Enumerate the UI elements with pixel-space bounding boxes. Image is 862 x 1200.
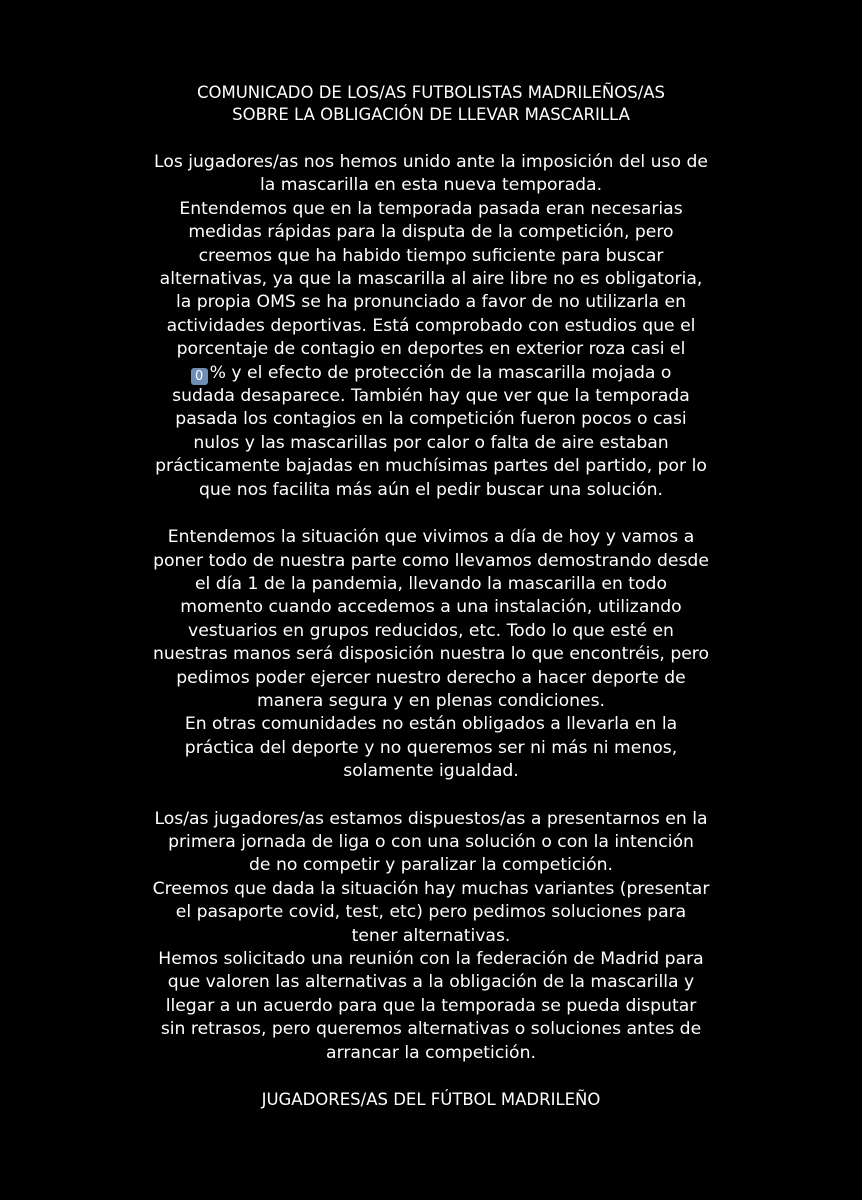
text-line: nulos y las mascarillas por calor o falta de aire estaban — [193, 432, 669, 453]
text-line: creemos que ha habido tiempo suficiente para buscar — [198, 245, 664, 266]
text-line: la mascarilla en esta nueva temporada. — [259, 175, 603, 196]
text-line: Creemos que dada la situación hay muchas variantes (presentar — [152, 878, 710, 899]
signature: JUGADORES/AS DEL FÚTBOL MADRILEÑO — [261, 1090, 601, 1110]
statement-title — [0, 82, 862, 126]
text-line: poner todo de nuestra parte como llevamos demostrando desde — [153, 550, 709, 571]
text-line: solamente igualdad. — [343, 761, 519, 782]
text-line: porcentaje de contagio en deportes en exterior roza casi el — [176, 339, 686, 360]
text-line: Los/as jugadores/as estamos dispuestos/as a presentarnos en la — [154, 808, 708, 829]
text-line: que valoren las alternativas a la obligación de la mascarilla y — [167, 972, 695, 993]
text-line: medidas rápidas para la disputa de la competición, pero — [188, 222, 674, 243]
text-line: alternativas, ya que la mascarilla al aire libre no es obligatoria, — [159, 269, 703, 290]
text-line: que nos facilita más aún el pedir buscar una solución. — [198, 479, 664, 500]
text-line: tener alternativas. — [351, 925, 511, 946]
text-line: sudada desaparece. También hay que ver que la temporada — [172, 386, 690, 407]
text-line: Hemos solicitado una reunión con la federación de Madrid para — [158, 949, 704, 969]
text-line: práctica del deporte y no queremos ser ni más ni menos, — [184, 737, 678, 758]
text-line: sin retrasos, pero queremos alternativas o soluciones antes de — [160, 1019, 702, 1040]
title-line: COMUNICADO DE LOS/AS FUTBOLISTAS MADRILEÑOS/AS — [196, 83, 666, 102]
text-line: Los jugadores/as nos hemos unido ante la imposición del uso de — [154, 152, 708, 172]
text-line: En otras comunidades no están obligados a llevarla en la — [184, 714, 678, 735]
text-line: la propia OMS se ha pronunciado a favor de no utilizarla en — [175, 292, 687, 313]
text-line: momento cuando accedemos a una instalación, utilizando — [180, 597, 682, 618]
text-line: nuestras manos será disposición nuestra lo que encontréis, pero — [152, 644, 710, 665]
paragraph-mask-imposition — [0, 151, 862, 502]
text-line: pedimos poder ejercer nuestro derecho a hacer deporte de — [176, 667, 686, 688]
title-line: SOBRE LA OBLIGACIÓN DE LLEVAR MASCARILLA — [232, 105, 630, 124]
text-line: arrancar la competición. — [326, 1042, 536, 1063]
text-line: de no competir y paralizar la competición. — [249, 855, 613, 876]
text-line: prácticamente bajadas en muchísimas partes del partido, por lo — [155, 456, 707, 477]
text-line: vestuarios en grupos reducidos, etc. Todo lo que esté en — [188, 620, 674, 641]
text-line: el día 1 de la pandemia, llevando la mascarilla en todo — [194, 573, 667, 594]
text-line: Entendemos que en la temporada pasada eran necesarias — [179, 198, 683, 219]
keycap-zero-icon: 0 — [191, 368, 208, 385]
text-line: actividades deportivas. Está comprobado con estudios que el — [166, 315, 696, 336]
text-line-rest: % y el efecto de protección de la mascarilla mojada o — [209, 362, 672, 383]
text-line: manera segura y en plenas condiciones. — [256, 690, 606, 711]
text-line: pasada los contagios en la competición fueron pocos o casi — [175, 409, 687, 430]
text-line: primera jornada de liga o con una solución o con la intención — [168, 831, 694, 852]
text-line — [0, 362, 862, 385]
paragraph-proposal — [0, 808, 862, 1065]
text-line: Entendemos la situación que vivimos a día de hoy y vamos a — [167, 527, 695, 548]
text-line: llegar a un acuerdo para que la temporada se pueda disputar — [165, 995, 697, 1016]
text-line: el pasaporte covid, test, etc) pero pedimos soluciones para — [175, 902, 687, 923]
paragraph-situation — [0, 526, 862, 783]
